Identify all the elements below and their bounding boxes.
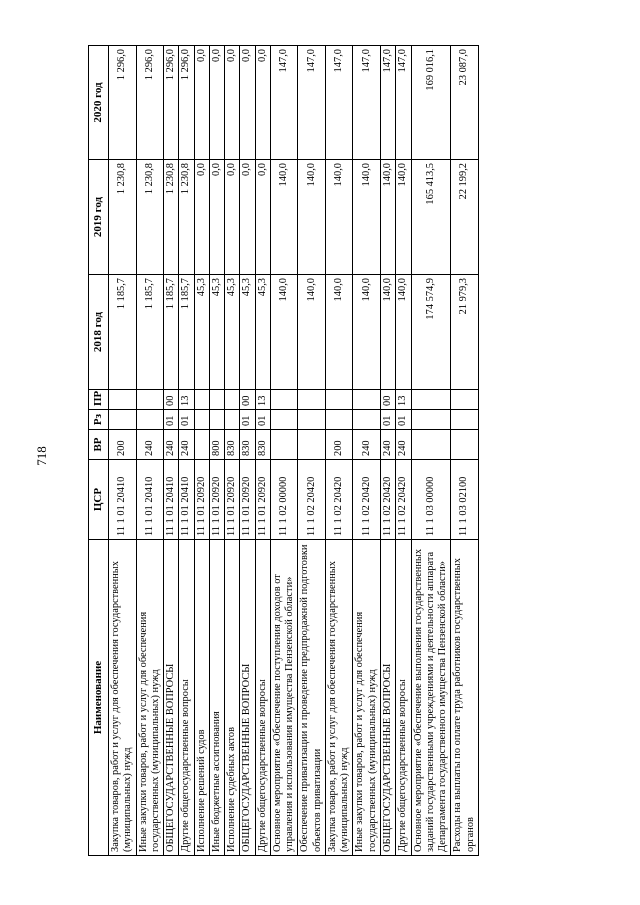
cell-vr: 800 xyxy=(209,430,224,460)
cell-2019: 140,0 xyxy=(325,160,353,275)
cell-name: Исполнение решений судов xyxy=(194,540,209,856)
cell-name: Иные закупки товаров, работ и услуг для обеспечения государственных (муниципальных) нужд xyxy=(353,540,381,856)
table-row xyxy=(451,46,479,856)
cell-2020: 1 296,0 xyxy=(136,46,164,160)
cell-2018: 140,0 xyxy=(270,275,298,390)
table-row xyxy=(381,46,396,856)
cell-vr: 240 xyxy=(136,430,164,460)
cell-2020: 1 296,0 xyxy=(108,46,136,160)
cell-pr: 00 xyxy=(381,390,396,410)
table-row xyxy=(298,46,326,856)
cell-csr: 11 1 02 20420 xyxy=(298,460,326,540)
cell-rz xyxy=(225,410,240,430)
cell-csr: 11 1 02 20420 xyxy=(353,460,381,540)
cell-rz xyxy=(194,410,209,430)
table-row xyxy=(108,46,136,856)
cell-rz xyxy=(325,410,353,430)
cell-2020: 0,0 xyxy=(255,46,270,160)
cell-2020: 23 087,0 xyxy=(451,46,479,160)
budget-table-frame xyxy=(88,46,515,856)
cell-2019: 140,0 xyxy=(270,160,298,275)
cell-pr xyxy=(108,390,136,410)
cell-2020: 147,0 xyxy=(270,46,298,160)
cell-name: Исполнение судебных актов xyxy=(225,540,240,856)
cell-2018: 1 185,7 xyxy=(136,275,164,390)
cell-2018: 45,3 xyxy=(255,275,270,390)
cell-csr: 11 1 02 20420 xyxy=(325,460,353,540)
cell-vr: 240 xyxy=(353,430,381,460)
cell-csr: 11 1 02 00000 xyxy=(270,460,298,540)
cell-rz xyxy=(136,410,164,430)
cell-pr xyxy=(353,390,381,410)
cell-name: ОБЩЕГОСУДАРСТВЕННЫЕ ВОПРОСЫ xyxy=(240,540,255,856)
cell-2019: 1 230,8 xyxy=(108,160,136,275)
cell-vr: 200 xyxy=(108,430,136,460)
cell-2019: 0,0 xyxy=(255,160,270,275)
cell-rz xyxy=(411,410,451,430)
cell-2018: 45,3 xyxy=(240,275,255,390)
cell-csr: 11 1 03 00000 xyxy=(411,460,451,540)
cell-vr xyxy=(270,430,298,460)
cell-rz: 01 xyxy=(179,410,194,430)
cell-pr xyxy=(451,390,479,410)
cell-rz: 01 xyxy=(240,410,255,430)
cell-2019: 140,0 xyxy=(353,160,381,275)
cell-pr xyxy=(325,390,353,410)
cell-vr xyxy=(194,430,209,460)
cell-pr xyxy=(270,390,298,410)
cell-pr xyxy=(225,390,240,410)
cell-2019: 1 230,8 xyxy=(136,160,164,275)
cell-vr: 830 xyxy=(225,430,240,460)
cell-name: Другие общегосударственные вопросы xyxy=(396,540,411,856)
cell-csr: 11 1 01 20920 xyxy=(240,460,255,540)
page-number: 718 xyxy=(33,446,49,466)
cell-2018: 21 979,3 xyxy=(451,275,479,390)
cell-csr: 11 1 01 20410 xyxy=(179,460,194,540)
cell-name: Закупка товаров, работ и услуг для обеспечения государственных (муниципальных) нужд xyxy=(325,540,353,856)
cell-2018: 45,3 xyxy=(225,275,240,390)
cell-csr: 11 1 01 20920 xyxy=(209,460,224,540)
header-pr: ПР xyxy=(89,390,109,410)
cell-pr: 13 xyxy=(396,390,411,410)
header-vr: ВР xyxy=(89,430,109,460)
cell-rz: 01 xyxy=(164,410,179,430)
cell-rz xyxy=(209,410,224,430)
cell-rz xyxy=(108,410,136,430)
cell-rz xyxy=(298,410,326,430)
cell-pr xyxy=(136,390,164,410)
cell-name: Обеспечение приватизации и проведение предпродажной подготовки объектов приватизации xyxy=(298,540,326,856)
cell-2019: 140,0 xyxy=(298,160,326,275)
table-row xyxy=(396,46,411,856)
table-row xyxy=(270,46,298,856)
cell-vr: 240 xyxy=(396,430,411,460)
cell-csr: 11 1 03 02100 xyxy=(451,460,479,540)
cell-2018: 1 185,7 xyxy=(179,275,194,390)
cell-2019: 165 413,5 xyxy=(411,160,451,275)
header-2020: 2020 год xyxy=(89,46,109,160)
cell-2018: 1 185,7 xyxy=(108,275,136,390)
cell-csr: 11 1 02 20420 xyxy=(396,460,411,540)
table-row xyxy=(255,46,270,856)
cell-pr: 13 xyxy=(179,390,194,410)
cell-pr: 13 xyxy=(255,390,270,410)
cell-vr: 240 xyxy=(164,430,179,460)
cell-name: Закупка товаров, работ и услуг для обеспечения государственных (муниципальных) нужд xyxy=(108,540,136,856)
table-body xyxy=(108,46,478,856)
cell-pr: 00 xyxy=(164,390,179,410)
cell-2020: 0,0 xyxy=(209,46,224,160)
header-2018: 2018 год xyxy=(89,275,109,390)
cell-2019: 1 230,8 xyxy=(179,160,194,275)
cell-csr: 11 1 01 20920 xyxy=(194,460,209,540)
cell-name: Иные закупки товаров, работ и услуг для обеспечения государственных (муниципальных) нужд xyxy=(136,540,164,856)
cell-2020: 147,0 xyxy=(298,46,326,160)
cell-2018: 140,0 xyxy=(298,275,326,390)
cell-2018: 174 574,9 xyxy=(411,275,451,390)
cell-2018: 140,0 xyxy=(381,275,396,390)
cell-2018: 140,0 xyxy=(396,275,411,390)
header-rz: Рз xyxy=(89,410,109,430)
cell-2019: 0,0 xyxy=(225,160,240,275)
cell-csr: 11 1 01 20410 xyxy=(136,460,164,540)
cell-2019: 0,0 xyxy=(240,160,255,275)
cell-2020: 169 016,1 xyxy=(411,46,451,160)
cell-rz: 01 xyxy=(396,410,411,430)
cell-2020: 0,0 xyxy=(225,46,240,160)
cell-vr: 830 xyxy=(255,430,270,460)
cell-2019: 0,0 xyxy=(209,160,224,275)
cell-2019: 22 199,2 xyxy=(451,160,479,275)
cell-pr: 00 xyxy=(240,390,255,410)
cell-name: Другие общегосударственные вопросы xyxy=(255,540,270,856)
cell-csr: 11 1 02 20420 xyxy=(381,460,396,540)
cell-rz: 01 xyxy=(381,410,396,430)
cell-2018: 45,3 xyxy=(194,275,209,390)
cell-2020: 147,0 xyxy=(325,46,353,160)
table-row xyxy=(164,46,179,856)
cell-pr xyxy=(298,390,326,410)
cell-csr: 11 1 01 20410 xyxy=(108,460,136,540)
cell-name: ОБЩЕГОСУДАРСТВЕННЫЕ ВОПРОСЫ xyxy=(381,540,396,856)
cell-name: Расходы на выплаты по оплате труда работников государственных органов xyxy=(451,540,479,856)
table-row xyxy=(353,46,381,856)
cell-2018: 140,0 xyxy=(353,275,381,390)
cell-name: Основное мероприятие «Обеспечение поступления доходов от управления и использования имущества Пензенской области» xyxy=(270,540,298,856)
cell-vr: 830 xyxy=(240,430,255,460)
cell-csr: 11 1 01 20920 xyxy=(255,460,270,540)
cell-vr: 200 xyxy=(325,430,353,460)
cell-name: Иные бюджетные ассигнования xyxy=(209,540,224,856)
header-2019: 2019 год xyxy=(89,160,109,275)
table-row xyxy=(136,46,164,856)
table-row xyxy=(209,46,224,856)
cell-vr: 240 xyxy=(381,430,396,460)
cell-2018: 45,3 xyxy=(209,275,224,390)
cell-name: Основное мероприятие «Обеспечение выполнения государственных заданий государственными учреждениями и деятельности аппарата Департамента государственного имущества Пензенской области» xyxy=(411,540,451,856)
cell-rz xyxy=(270,410,298,430)
cell-2019: 140,0 xyxy=(396,160,411,275)
cell-rz xyxy=(451,410,479,430)
cell-2020: 0,0 xyxy=(240,46,255,160)
cell-2020: 1 296,0 xyxy=(164,46,179,160)
cell-pr xyxy=(194,390,209,410)
table-row xyxy=(240,46,255,856)
cell-rz: 01 xyxy=(255,410,270,430)
cell-vr xyxy=(451,430,479,460)
cell-vr xyxy=(411,430,451,460)
table-row xyxy=(179,46,194,856)
cell-2019: 140,0 xyxy=(381,160,396,275)
cell-2020: 147,0 xyxy=(396,46,411,160)
table-row xyxy=(225,46,240,856)
cell-2020: 147,0 xyxy=(381,46,396,160)
cell-2020: 147,0 xyxy=(353,46,381,160)
cell-name: Другие общегосударственные вопросы xyxy=(179,540,194,856)
table-row xyxy=(325,46,353,856)
cell-2018: 140,0 xyxy=(325,275,353,390)
header-name: Наименование xyxy=(89,540,109,856)
cell-vr: 240 xyxy=(179,430,194,460)
cell-pr xyxy=(209,390,224,410)
cell-csr: 11 1 01 20410 xyxy=(164,460,179,540)
cell-csr: 11 1 01 20920 xyxy=(225,460,240,540)
budget-table xyxy=(88,45,479,856)
cell-2020: 0,0 xyxy=(194,46,209,160)
cell-name: ОБЩЕГОСУДАРСТВЕННЫЕ ВОПРОСЫ xyxy=(164,540,179,856)
cell-pr xyxy=(411,390,451,410)
table-row xyxy=(194,46,209,856)
cell-2019: 0,0 xyxy=(194,160,209,275)
header-csr: ЦСР xyxy=(89,460,109,540)
cell-2020: 1 296,0 xyxy=(179,46,194,160)
table-header-row xyxy=(89,46,109,856)
cell-2019: 1 230,8 xyxy=(164,160,179,275)
table-row xyxy=(411,46,451,856)
cell-vr xyxy=(298,430,326,460)
cell-2018: 1 185,7 xyxy=(164,275,179,390)
cell-rz xyxy=(353,410,381,430)
